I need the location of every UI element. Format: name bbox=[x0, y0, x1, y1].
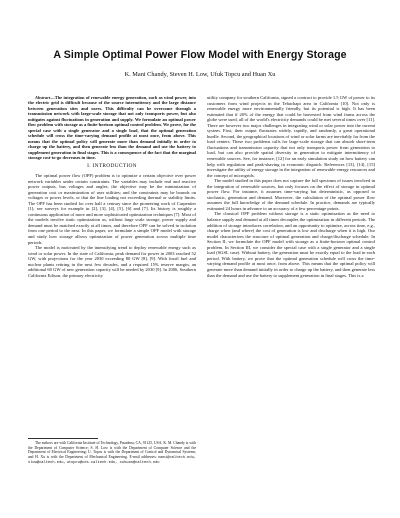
right-paragraph-3: The classical OPF problem without storage is a static optimization as the need to balance supply and demand at all times decouples the optimization in different periods. The addition of storage introduces correlation, and an opportunity to optimize, across time, e.g., charge when (and where) the cost of generation is low and discharge when it is high. Our model characterizes the structure of optimal generation and charge/discharge schedule. In Section II, we formulate the OPF model with storage as a finite-horizon optimal control problem. In Section III, we consider the special case with a single generator and a single load (SGSL case). Without battery, the generation must be exactly equal to the load in each period. With battery, we prove that the optimal generation schedule will cross the time-varying demand profile at most once, from above. This means that the optimal policy will generate more than demand initially in order to charge up the battery, and then generate less than the demand and use the battery to supplement generation in final stages. This is a bbox=[207, 211, 375, 278]
footnote-affiliations: The authors are with California Institute of Technology, Pasadena, CA, 91125, USA. K. M. Chandy is with the Department of Computer Science; S. H. Low is with the Department of Computer Science and the Department of Electrical Engineering; U. Topcu is with the Department of Control and Dynamical Systems; and H. Xu is with the Department of Mechanical Engineering. E-mail addresses: bbox=[28, 441, 196, 459]
left-column bbox=[28, 95, 196, 278]
intro-paragraph-1: The optimal power flow (OPF) problem is to optimize a certain objective over power network variables under certain constraints. The variables may include real and reactive power outputs, bus voltages and angles; the objective may be the minimization of generation cost or maximization of user utilities; and the constraints may be bounds on voltages or power levels, or that the line loading not exceeding thermal or stability limits. The OPF has been studied for over half a century since the pioneering work of Carpentier [1]; see surveys for example in [2], [3], [4], [5], [6] and [7]. Its history is roughly a continuous application of more and more sophisticated optimization techniques [7]. Most of the models involve static optimization as, without large scale storage, power supply and demand must be matched exactly at all times, and therefore OPF can be solved in isolation from one period to the next. In this paper, we formulate a simple OPF model with storage and study how storage allows optimization of power generation across multiple time periods. bbox=[28, 172, 196, 245]
paper-authors: K. Mani Chandy, Steven H. Low, Ufuk Topcu and Huan Xu bbox=[124, 71, 276, 78]
abstract-label: Abstract bbox=[35, 95, 51, 100]
section-heading-introduction: I. INTRODUCTION bbox=[87, 163, 137, 170]
footnote-emails-line2[interactable]: utopcu@cds.caltech.edu, xuhuan@caltech.edu bbox=[66, 461, 160, 466]
intro-paragraph-2: The model is motivated by the intensifying trend to deploy renewable energy such as wind or solar power. In the state of California, peak demand for power in 2003 reached 52 GW, with projections for the year 2030 exceeding 80 GW [8], [9]. With fossil fuel and nuclear plants retiring in the next few decades, and a required 15% reserve margin, an additional 60 GW of new generation capacity will be needed by 2030 [9]. In 2006, Southern California Edison, the primary electricity bbox=[28, 245, 196, 278]
author-footnote bbox=[28, 438, 196, 466]
right-paragraph-2: The model studied in this paper does not capture the full spectrum of issues involved in the integration of renewable sources, but only focuses on the effect of storage in optimal power flow. For instance, it assumes time-varying but deterministic, as opposed to stochastic, generation and demand. Moreover, the calculation of the optimal power flow assumes the full knowledge of the demand schedule. In practice, demands are typically estimated 24 hours in advance to an accuracy of a few percentage points. bbox=[207, 178, 375, 211]
right-paragraph-1: utility company for southern California, signed a contract to provide 1.5 GW of power to its customers from wind projects in the Tehachapi area in California [10]. Not only is renewable energy more environmentally friendly, but its potential is high. It has been estimated that if 20% of the energy that could be harvested from wind farms across the globe were used, all of the world's electricity demands could be met several times over [11]. There are however two major challenges in integrating wind or solar power into the current system. First, their output fluctuates widely, rapidly, and randomly, a great operational hurdle. Second, the geographical locations of wind or solar farms are inevitably far from the load centers. These two problems calls for large-scale storage that can absorb short-term fluctuations and transmission capacity that not only transports power from generation to load, but can also provide spatial diversity in generation to mitigate intermittency of renewable sources. See, for instance, [12] for an early simulation study on how battery can help with regulation and peak-shaving in economic dispatch. References [13], [14], [15] investigate the utility of energy storage in the integration of renewable energy resources and the concept of microgrids. bbox=[207, 95, 375, 178]
abstract-text: —The integration of renewable energy generation, such as wind power, into the electric grid is difficult because of the source intermittency and the large distance between generation sites and users. This difficulty can be overcome through a transmission network with large-scale storage that not only transports power, but also mitigates against fluctuations in generation and supply. We formulate an optimal power flow problem with storage as a finite-horizon optimal control problem. We prove, for the special case with a single generator and a single load, that the optimal generation schedule will cross the time-varying demand profile at most once, from above. This means that the optimal policy will generate more than demand initially in order to charge up the battery, and then generate less than the demand and use the battery to supplement generation in final stages. This is a consequence of the fact that the marginal storage cost-to-go decreases in time. bbox=[28, 95, 196, 160]
footnote-text bbox=[28, 441, 196, 466]
paper-title: A Simple Optimal Power Flow Model with Energy Storage bbox=[53, 49, 347, 61]
right-column bbox=[207, 95, 375, 278]
footnote-rule bbox=[28, 438, 98, 439]
footnote-emails-line1[interactable]: mani@caltech.edu, slow@caltech.edu, bbox=[28, 455, 197, 466]
abstract bbox=[28, 95, 196, 160]
